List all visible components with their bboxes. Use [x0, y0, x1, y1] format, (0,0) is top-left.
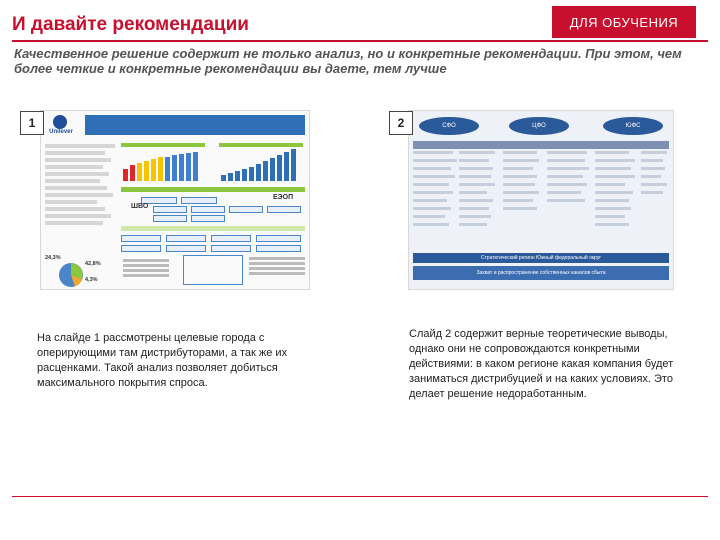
slide-1-left-value: ШВО: [131, 203, 149, 210]
intro-text: Качественное решение содержит не только анализ, но и конкретные рекомендации. При этом, чем более четкие и конкретные рекомендации вы даете, тем лучше: [14, 46, 682, 76]
slide-1-green-band: [121, 187, 305, 192]
pie-label: 4,3%: [85, 277, 98, 283]
region-oval: ЮФС: [603, 117, 663, 135]
pie-label: 24,3%: [45, 255, 61, 261]
region-oval: ЦФО: [509, 117, 569, 135]
slide-2-caption: Слайд 2 содержит верные теоретические выводы, однако они не сопровождаются конкретными действиями: в каком регионе какая компания будет заниматься дистрибуцией и на каких условиях. Это делает решение недоработанным.: [409, 328, 674, 400]
slide-1-legend: [123, 257, 169, 279]
slide-1-chip: [191, 206, 225, 213]
page-title: И давайте рекомендации: [12, 14, 249, 35]
slide-1-note-lines: [249, 255, 305, 277]
slide-1-chip: [181, 197, 217, 204]
slide-1-thumbnail: [40, 110, 310, 290]
slide-1-header-bar: [85, 115, 305, 135]
footer-divider: [12, 496, 708, 497]
slide-2-table-header: [413, 141, 669, 149]
slide-1-chip: [153, 215, 187, 222]
slide-1-chip: [229, 206, 263, 213]
slide-1-chip: [166, 235, 206, 242]
slide-1-chip: [211, 245, 251, 252]
slide-1-light-green-band: [121, 226, 305, 231]
slide-1-chip: [191, 215, 225, 222]
slide-1-chip: [211, 235, 251, 242]
title-divider: [12, 40, 708, 42]
slide-1-note-box: [183, 255, 243, 285]
slide-1-chip: [121, 245, 161, 252]
slide-1-bar-charts: [121, 139, 305, 183]
slide-1-number: 1: [20, 111, 44, 135]
region-oval: СФО: [419, 117, 479, 135]
slide-1-chip: [267, 206, 301, 213]
training-tag: ДЛЯ ОБУЧЕНИЯ: [552, 6, 696, 38]
slide-2-table: [413, 151, 669, 243]
slide-2-goal-banner: Захват и распространение собственных каналов сбыта: [413, 266, 669, 280]
slide-1-chip: [256, 245, 301, 252]
slide-1-caption: На слайде 1 рассмотрены целевые города с оперирующими там дистрибуторами, а так же их расценками. Такой анализ позволяет добиться максимального покрытия спроса.: [37, 332, 288, 389]
slide-1-chip: [166, 245, 206, 252]
slide-1-chip: [153, 206, 187, 213]
slide-2-thumbnail: [408, 110, 674, 290]
unilever-logo: Unilever: [43, 115, 79, 135]
slide-1-chip: [121, 235, 161, 242]
slide-1-list: [45, 141, 119, 228]
slide-2-number: 2: [389, 111, 413, 135]
pie-label: 42,8%: [85, 261, 101, 267]
slide-2-strategy-banner: Стратегический регион Южный федеральный округ: [413, 253, 669, 263]
slide-1-chip: [256, 235, 301, 242]
slide-1-right-value: ЕЭОП: [273, 194, 294, 201]
